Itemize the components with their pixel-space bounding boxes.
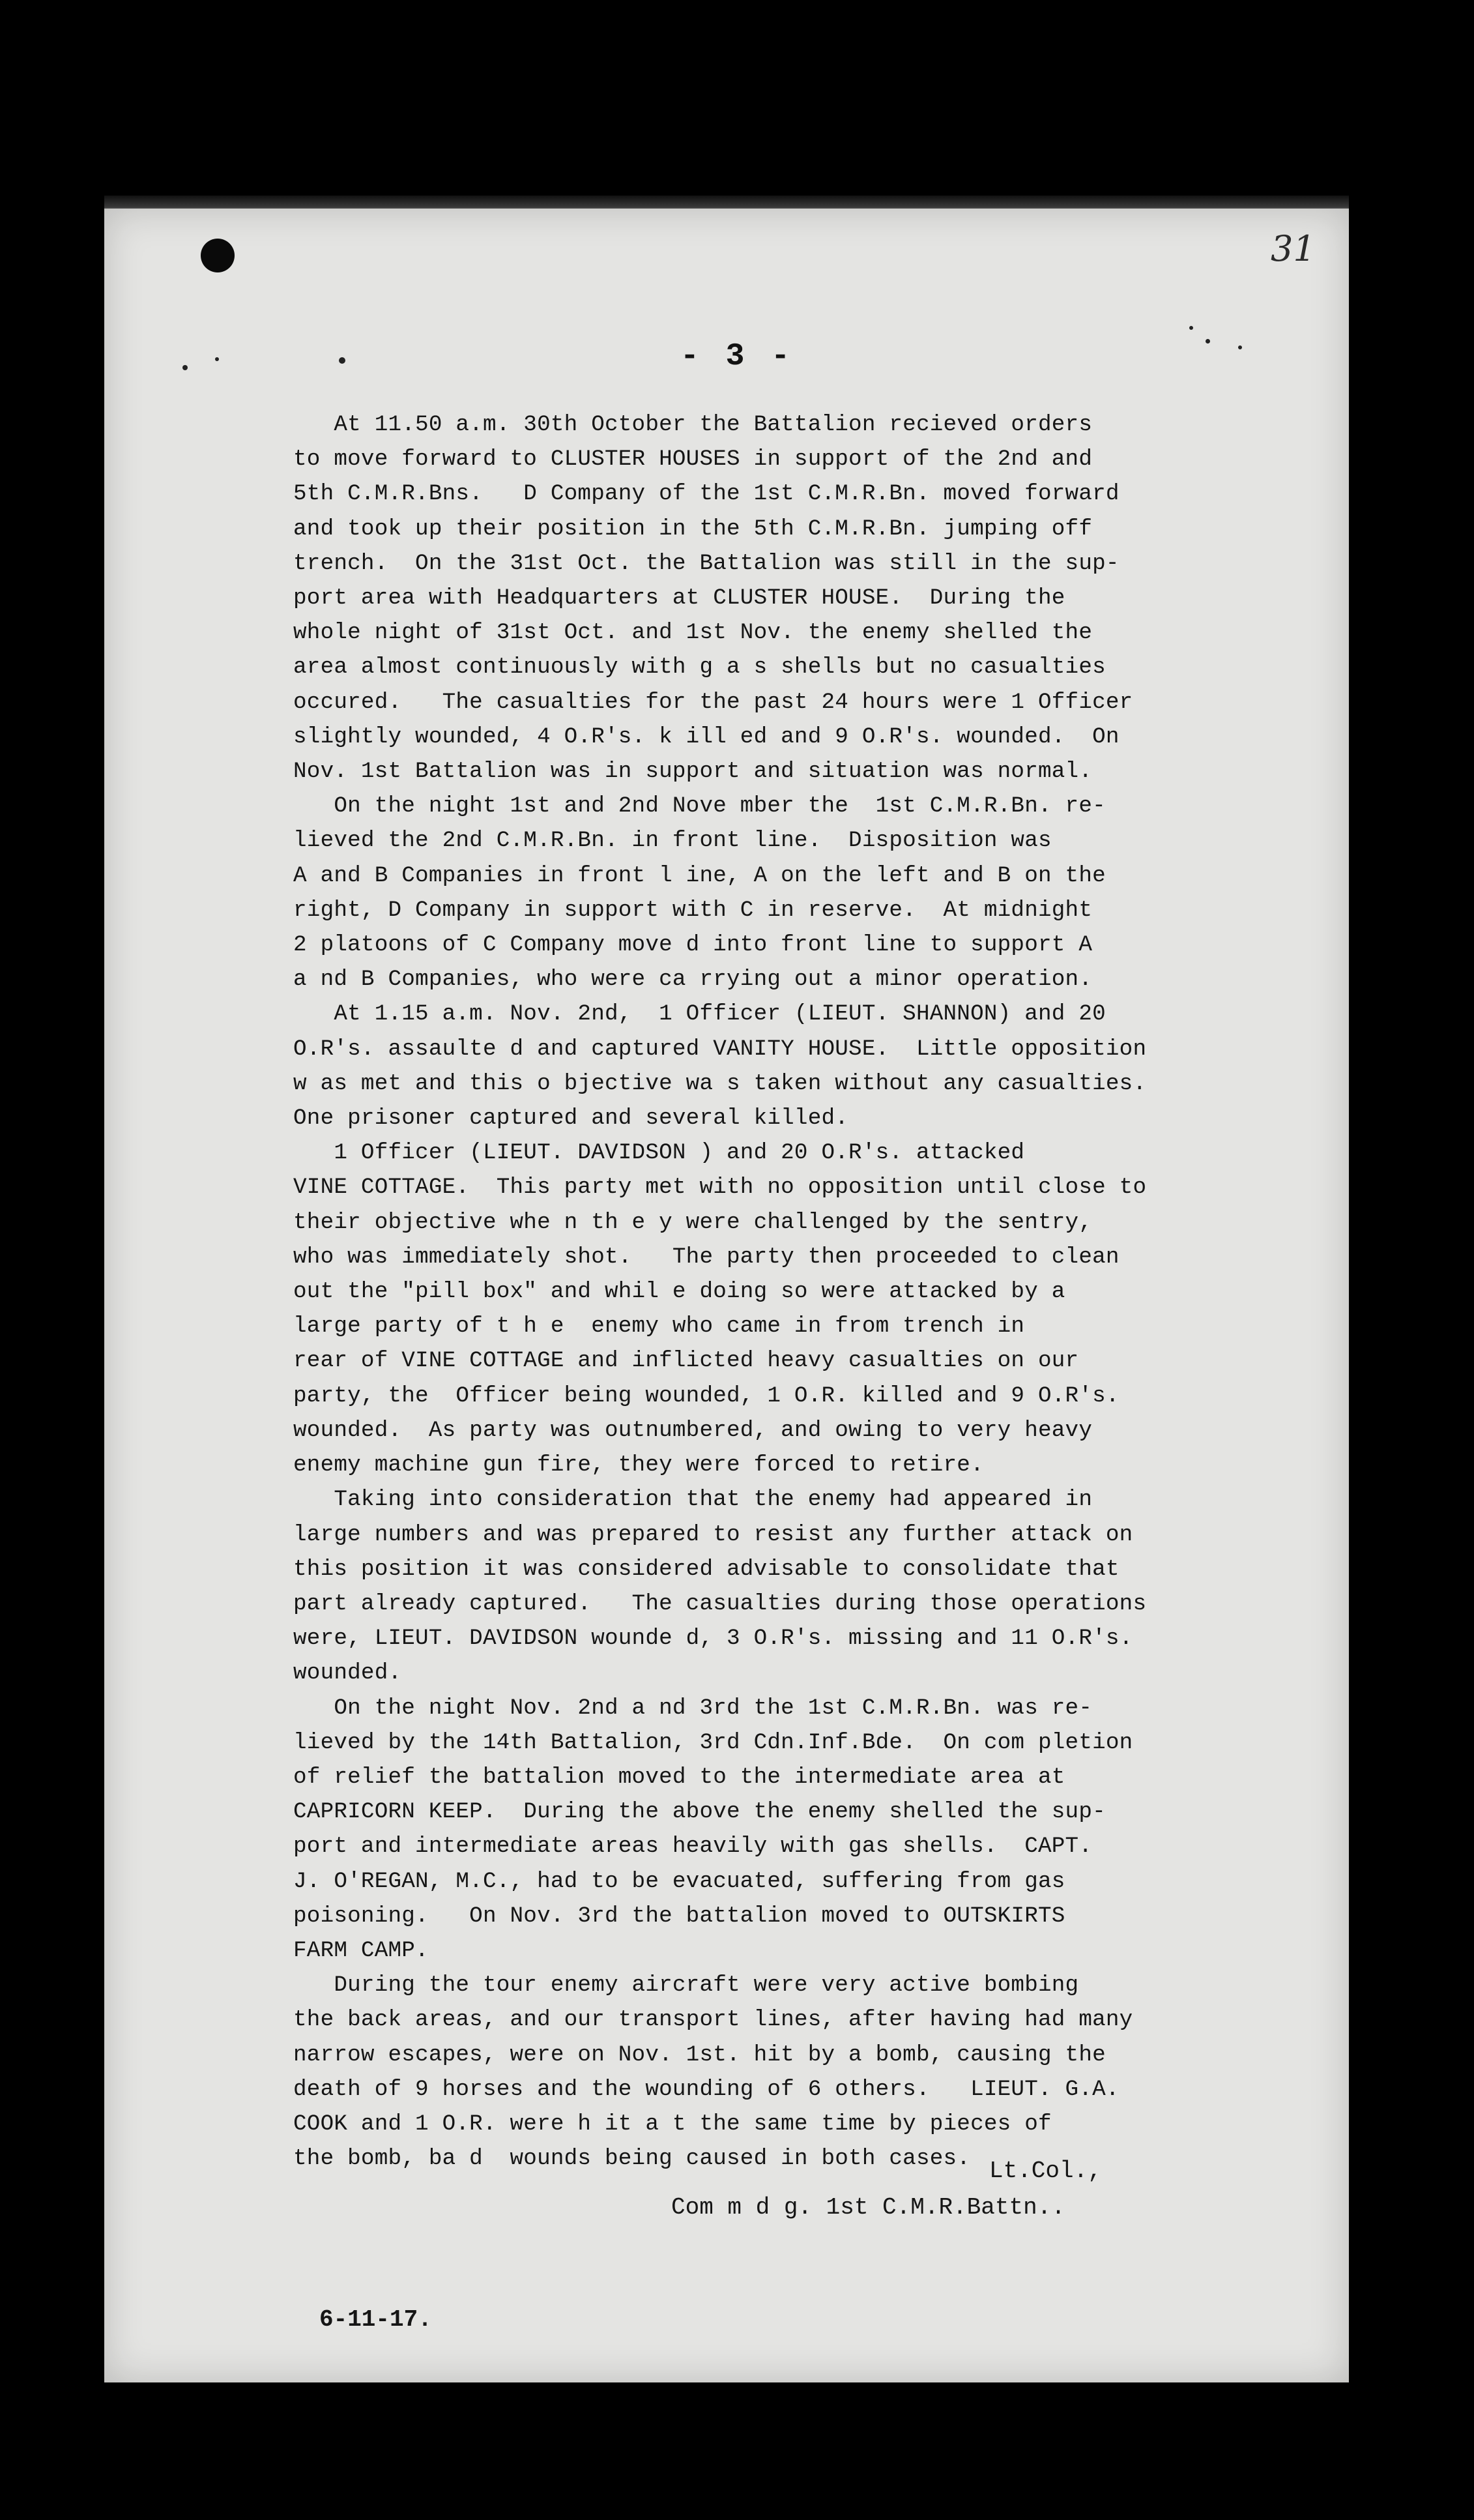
text-line: large numbers and was prepared to resist any further attack on: [293, 1521, 1133, 1547]
signature-unit: Com m d g. 1st C.M.R.Battn..: [671, 2194, 1065, 2221]
text-line: death of 9 horses and the wounding of 6 others. LIEUT. G.A.: [293, 2076, 1120, 2102]
text-line: w as met and this o bjective wa s taken without any casualties.: [293, 1070, 1147, 1096]
text-line: J. O'REGAN, M.C., had to be evacuated, suffering from gas: [293, 1868, 1065, 1894]
text-line: the bomb, ba d wounds being caused in both cases.: [293, 2146, 971, 2172]
text-line: poisoning. On Nov. 3rd the battalion moved to OUTSKIRTS: [293, 1903, 1065, 1929]
text-line: On the night Nov. 2nd a nd 3rd the 1st C.M.R.Bn. was re-: [293, 1695, 1093, 1721]
text-line: out the "pill box" and whil e doing so were attacked by a: [293, 1279, 1065, 1305]
text-line: slightly wounded, 4 O.R's. k ill ed and 9 O.R's. wounded. On: [293, 724, 1120, 750]
text-line: large party of t h e enemy who came in from trench in: [293, 1313, 1025, 1340]
text-line: lieved by the 14th Battalion, 3rd Cdn.Inf.Bde. On com pletion: [293, 1729, 1133, 1755]
text-line: On the night 1st and 2nd Nove mber the 1st C.M.R.Bn. re-: [293, 793, 1106, 819]
text-line: party, the Officer being wounded, 1 O.R. killed and 9 O.R's.: [293, 1383, 1120, 1409]
text-line: area almost continuously with g a s shells but no casualties: [293, 654, 1106, 681]
text-line: to move forward to CLUSTER HOUSES in support of the 2nd and: [293, 447, 1093, 473]
text-line: this position it was considered advisable to consolidate that: [293, 1556, 1120, 1582]
text-line: the back areas, and our transport lines, after having had many: [293, 2007, 1133, 2033]
text-line: trench. On the 31st Oct. the Battalion was still in the sup-: [293, 550, 1120, 576]
text-line: wounded. As party was outnumbered, and owing to very heavy: [293, 1417, 1093, 1443]
text-line: enemy machine gun fire, they were forced to retire.: [293, 1452, 984, 1478]
text-line: During the tour enemy aircraft were very active bombing: [293, 1972, 1079, 1999]
text-line: were, LIEUT. DAVIDSON wounde d, 3 O.R's. missing and 11 O.R's.: [293, 1626, 1133, 1652]
text-line: Taking into consideration that the enemy had appeared in: [293, 1487, 1093, 1513]
text-line: and took up their position in the 5th C.M.R.Bn. jumping off: [293, 516, 1093, 542]
ink-speck: [1189, 326, 1193, 330]
text-line: VINE COTTAGE. This party met with no opposition until close to: [293, 1175, 1147, 1201]
text-line: CAPRICORN KEEP. During the above the enemy shelled the sup-: [293, 1799, 1106, 1825]
text-line: a nd B Companies, who were ca rrying out a minor operation.: [293, 967, 1093, 993]
text-line: 5th C.M.R.Bns. D Company of the 1st C.M.R.Bn. moved forward: [293, 481, 1120, 507]
text-line: of relief the battalion moved to the intermediate area at: [293, 1764, 1065, 1790]
text-line: One prisoner captured and several killed.: [293, 1106, 849, 1132]
text-line: occured. The casualties for the past 24 hours were 1 Officer: [293, 689, 1133, 715]
text-line: 1 Officer (LIEUT. DAVIDSON ) and 20 O.R's. attacked: [293, 1140, 1025, 1166]
punch-hole: [201, 239, 235, 272]
text-line: lieved the 2nd C.M.R.Bn. in front line. Disposition was: [293, 828, 1052, 854]
text-line: O.R's. assaulte d and captured VANITY HOUSE. Little opposition: [293, 1036, 1147, 1062]
text-line: right, D Company in support with C in reserve. At midnight: [293, 897, 1093, 923]
body-text: [293, 407, 1284, 2176]
text-line: 2 platoons of C Company move d into front line to support A: [293, 932, 1093, 958]
text-line: A and B Companies in front l ine, A on the left and B on the: [293, 862, 1106, 888]
text-line: rear of VINE COTTAGE and inflicted heavy casualties on our: [293, 1348, 1079, 1374]
text-line: narrow escapes, were on Nov. 1st. hit by a bomb, causing the: [293, 2042, 1106, 2068]
text-line: who was immediately shot. The party then proceeded to clean: [293, 1244, 1120, 1270]
text-line: FARM CAMP.: [293, 1937, 429, 1963]
text-line: At 1.15 a.m. Nov. 2nd, 1 Officer (LIEUT. SHANNON) and 20: [293, 1001, 1106, 1027]
signature-rank: Lt.Col.,: [989, 2158, 1102, 2184]
text-line: their objective whe n th e y were challenged by the sentry,: [293, 1209, 1093, 1235]
text-line: port and intermediate areas heavily with gas shells. CAPT.: [293, 1834, 1093, 1860]
text-line: At 11.50 a.m. 30th October the Battalion recieved orders: [293, 412, 1093, 437]
page-number: - 3 -: [680, 339, 794, 374]
text-line: part already captured. The casualties during those operations: [293, 1590, 1147, 1617]
text-line: Nov. 1st Battalion was in support and situation was normal.: [293, 759, 1093, 785]
text-line: COOK and 1 O.R. were h it a t the same time by pieces of: [293, 2111, 1052, 2137]
folio-mark: 31: [1271, 228, 1316, 269]
document-date: 6-11-17.: [319, 2306, 432, 2333]
text-line: port area with Headquarters at CLUSTER HOUSE. During the: [293, 585, 1065, 611]
text-line: whole night of 31st Oct. and 1st Nov. the enemy shelled the: [293, 620, 1093, 646]
text-line: wounded.: [293, 1660, 402, 1686]
